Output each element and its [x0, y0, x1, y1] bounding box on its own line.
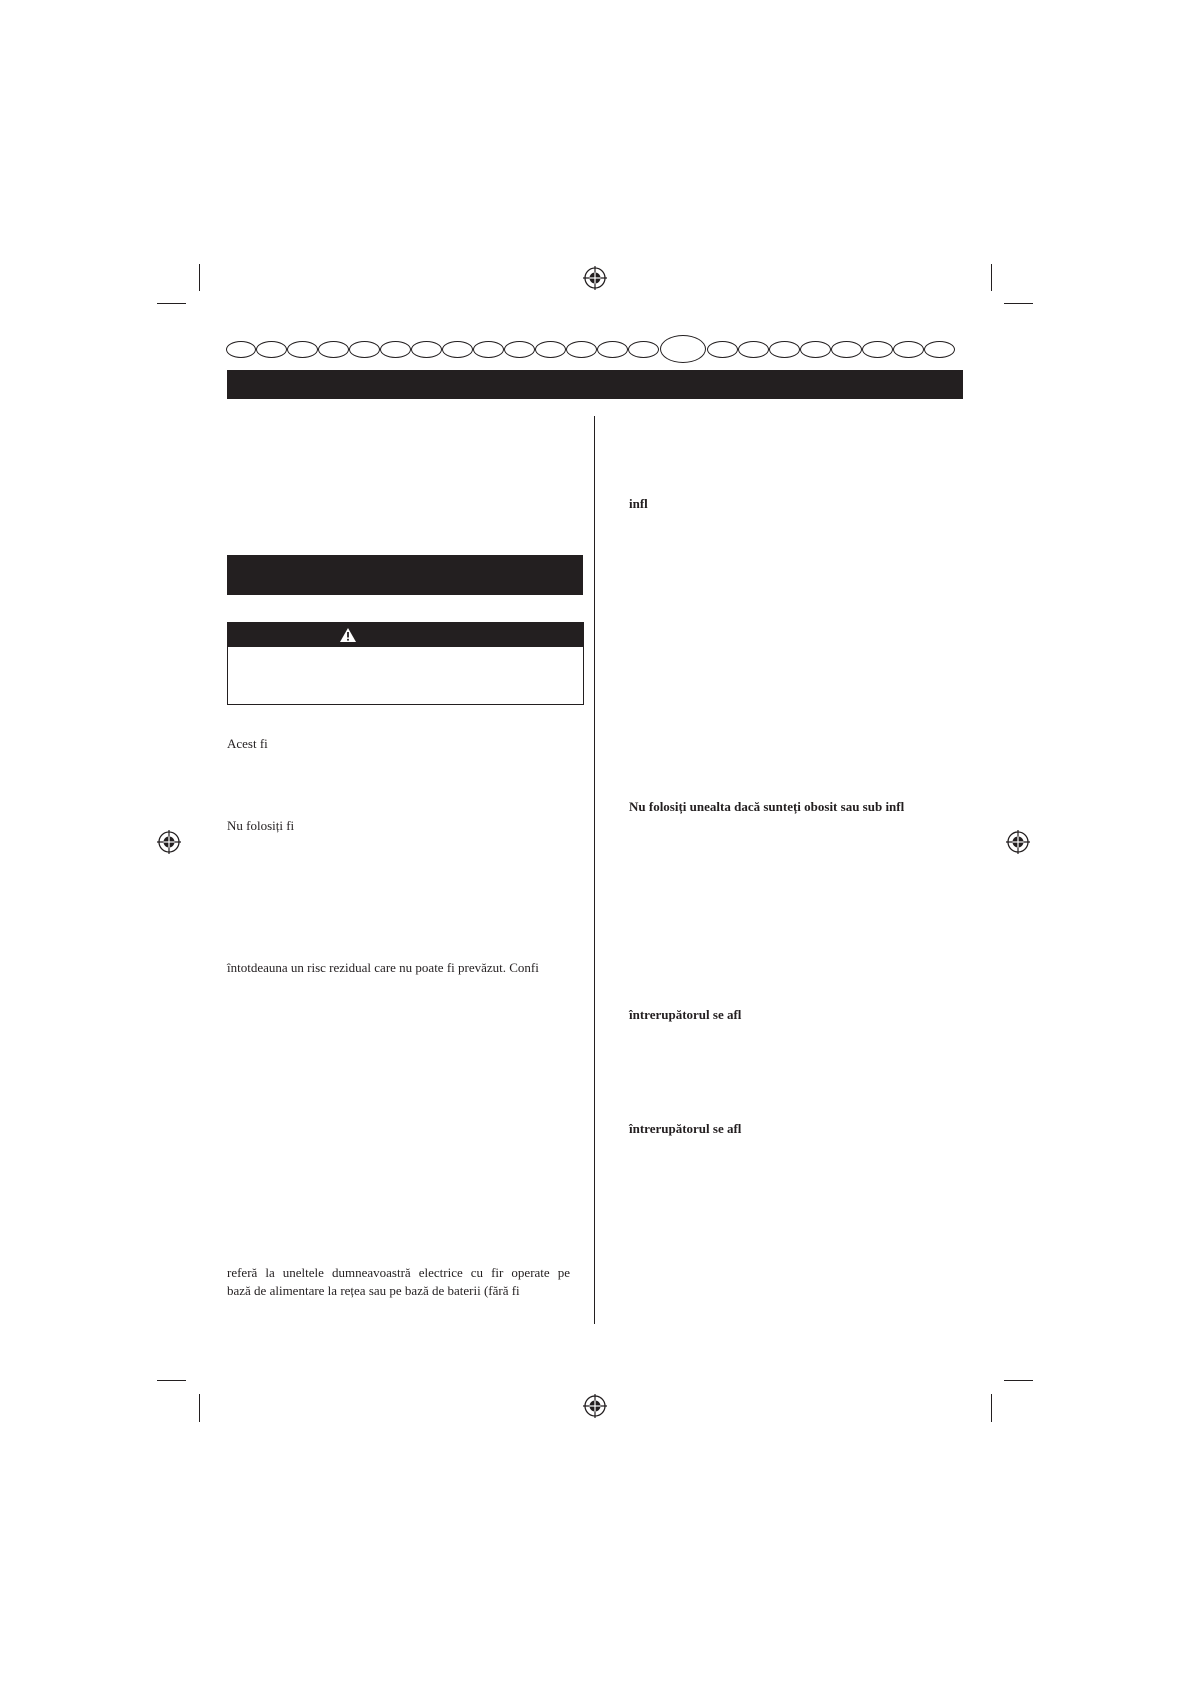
language-tab[interactable] [893, 341, 924, 358]
registration-mark-icon [157, 830, 181, 854]
registration-mark-icon [583, 266, 607, 290]
language-tab[interactable] [349, 341, 380, 358]
language-tab[interactable] [318, 341, 349, 358]
language-tab[interactable] [800, 341, 831, 358]
language-tab[interactable] [597, 341, 628, 358]
crop-mark-bottom-right-horizontal [1004, 1380, 1033, 1381]
warning-header [228, 623, 583, 647]
right-text-line-nu-folositi-unealta: Nu folosiți unealta dacă sunteți obosit sau sub infl [629, 799, 905, 814]
left-text-line-nu-folositi: Nu folosiți fi [227, 818, 295, 833]
crop-mark-bottom-right-vertical [991, 1394, 992, 1422]
language-tabs [226, 336, 966, 364]
section-title-bar [227, 555, 583, 595]
language-tab[interactable] [769, 341, 800, 358]
crop-mark-top-right-vertical [991, 264, 992, 291]
language-tab[interactable] [628, 341, 659, 358]
crop-mark-bottom-left-horizontal [157, 1380, 186, 1381]
language-tab[interactable] [226, 341, 256, 358]
crop-mark-top-left-horizontal [157, 303, 186, 304]
language-tab[interactable] [707, 341, 738, 358]
header-bar [227, 370, 963, 399]
warning-box [227, 622, 584, 705]
language-tab[interactable] [380, 341, 411, 358]
left-text-line-intotdeauna: întotdeauna un risc rezidual care nu poate fi prevăzut. Confi [227, 960, 539, 975]
right-text-line-infl: infl [629, 496, 648, 511]
warning-triangle-icon [339, 627, 357, 643]
crop-mark-bottom-left-vertical [199, 1394, 200, 1422]
language-tab[interactable] [256, 341, 287, 358]
left-text-line-acest: Acest fi [227, 736, 268, 751]
left-text-line-refera: referă la uneltele dumneavoastră electrice cu fir operate pe [227, 1265, 570, 1280]
language-tab[interactable] [504, 341, 535, 358]
language-tab[interactable] [566, 341, 597, 358]
right-text-line-intrerupatorul-2: întrerupătorul se afl [629, 1121, 742, 1136]
language-tab[interactable] [473, 341, 504, 358]
language-tab[interactable] [831, 341, 862, 358]
language-tab-active[interactable] [660, 335, 706, 363]
language-tab[interactable] [924, 341, 955, 358]
crop-mark-top-left-vertical [199, 264, 200, 291]
language-tab[interactable] [411, 341, 442, 358]
right-text-line-intrerupatorul-1: întrerupătorul se afl [629, 1007, 742, 1022]
registration-mark-icon [1006, 830, 1030, 854]
column-divider [594, 416, 595, 1324]
crop-mark-top-right-horizontal [1004, 303, 1033, 304]
language-tab[interactable] [535, 341, 566, 358]
language-tab[interactable] [862, 341, 893, 358]
language-tab[interactable] [442, 341, 473, 358]
left-text-line-baza: bază de alimentare la rețea sau pe bază de baterii (fără fi [227, 1283, 520, 1298]
language-tab[interactable] [738, 341, 769, 358]
registration-mark-icon [583, 1394, 607, 1418]
language-tab[interactable] [287, 341, 318, 358]
